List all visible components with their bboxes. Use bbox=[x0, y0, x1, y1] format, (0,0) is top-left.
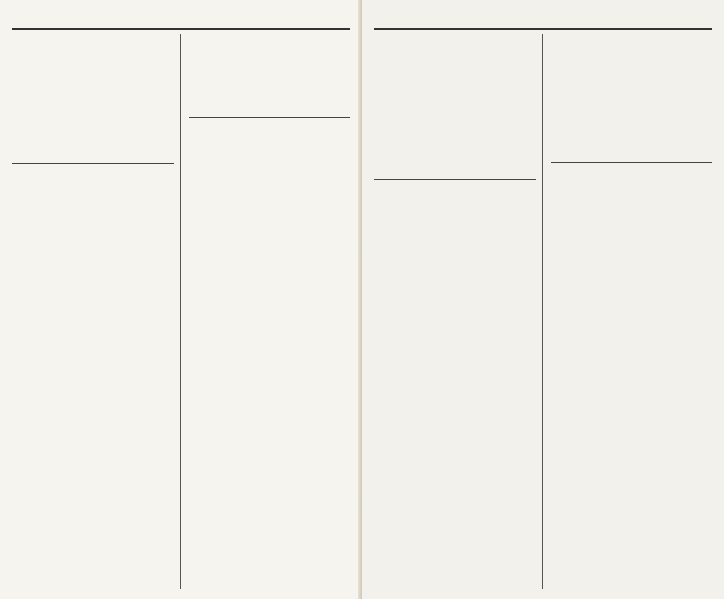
paragraph bbox=[12, 167, 174, 197]
left-page-right-column bbox=[189, 34, 351, 589]
item-heading bbox=[374, 117, 536, 129]
reading-line bbox=[189, 231, 351, 243]
paragraph bbox=[12, 67, 174, 97]
right-page bbox=[362, 0, 724, 599]
item-heading bbox=[12, 217, 174, 229]
reading-line bbox=[551, 115, 713, 127]
paragraph bbox=[12, 246, 174, 276]
item-heading bbox=[551, 199, 713, 211]
left-page-header bbox=[12, 8, 350, 30]
paragraph bbox=[189, 121, 351, 151]
paragraph bbox=[551, 261, 713, 291]
reading-line bbox=[374, 132, 536, 144]
paragraph bbox=[189, 183, 351, 213]
paragraph bbox=[551, 129, 713, 159]
right-page-header bbox=[374, 8, 712, 30]
item-heading bbox=[374, 183, 536, 195]
paragraph bbox=[12, 115, 174, 145]
paragraph bbox=[12, 34, 174, 64]
divider bbox=[189, 117, 351, 118]
left-page-left-column bbox=[12, 34, 181, 589]
item-heading bbox=[189, 216, 351, 228]
right-page-right-column bbox=[551, 34, 713, 589]
reading-line bbox=[374, 198, 536, 210]
divider bbox=[12, 163, 174, 164]
divider bbox=[374, 179, 536, 180]
paragraph bbox=[12, 200, 174, 214]
paragraph bbox=[551, 166, 713, 196]
paragraph bbox=[551, 228, 713, 258]
paragraph bbox=[551, 67, 713, 97]
paragraph bbox=[374, 212, 536, 242]
paragraph bbox=[374, 146, 536, 176]
item-heading bbox=[551, 100, 713, 112]
paragraph bbox=[189, 84, 351, 114]
paragraph bbox=[374, 34, 536, 64]
divider bbox=[551, 162, 713, 163]
paragraph bbox=[551, 34, 713, 64]
paragraph bbox=[189, 34, 351, 64]
right-page-left-column bbox=[374, 34, 543, 589]
reading-line bbox=[189, 169, 351, 181]
reading-line bbox=[12, 232, 174, 244]
reading-line bbox=[12, 148, 174, 160]
item-heading bbox=[12, 100, 174, 112]
paragraph bbox=[374, 245, 536, 275]
item-heading bbox=[189, 154, 351, 166]
reading-line bbox=[551, 214, 713, 226]
paragraph bbox=[189, 67, 351, 81]
paragraph bbox=[374, 84, 536, 114]
paragraph bbox=[374, 67, 536, 81]
paragraph bbox=[189, 245, 351, 275]
